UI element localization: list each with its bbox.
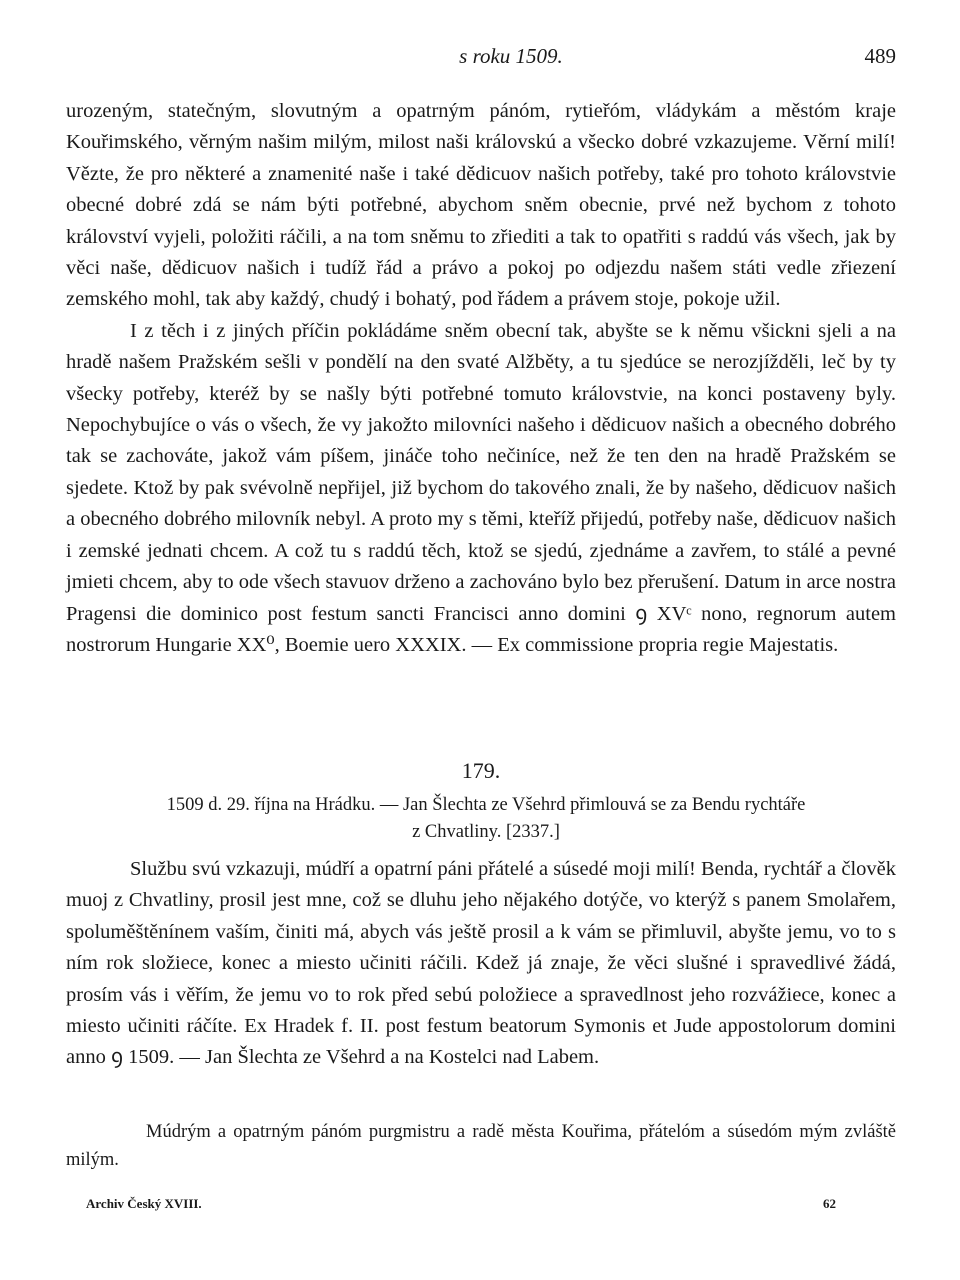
document-regest [86, 792, 886, 846]
letter-2-paragraph: Službu svú vzkazuji, múdří a opatrní páni přátelé a súsedé moji milí! Benda, rychtář a člověk muoj z Chvatliny, prosil jest mne, což se dluhu jeho nějakého dotýče, vo kterýž s panem Smolařem, spoluměštěnínem vaším, činiti má, abych vás ještě prosil a k vám se přimluvil, abyšte jemu, vo to s ním rok složiece, konec a miesto učiniti ráčili. Kdež já znaje, že věci slušné i spravedlivé žádá, prosím vás i věřím, že jemu vo to rok před sebú položiece a spravedlnost jeho rozvážiece, konec a miesto učiniti ráčíte. Ex Hradek f. II. post festum beatorum Symonis et Jude appostolorum domini anno ꝯ 1509. — Jan Šlechta ze Všehrd a na Kostelci nad Labem. [66, 858, 896, 1069]
regest-line-2: z Chvatliny. [2337.] [412, 822, 560, 842]
letter-1-paragraph-2: I z těch i z jiných příčin pokládáme sněm obecní tak, abyšte se k němu všickni sjeli a na hradě našem Pražském sešli v pondělí na den svaté Alžběty, a tu sjedúce se nerozjížděli, leč by ty všecky potřeby, kteréž by se našly býti potřebné tomuto královstvie, na konci postaveny byly. Nepochybujíce o vás o všech, že vy jakožto milovníci našeho i dědicuov našich a obecného dobrého tak se zachováte, jakož vám píšem, jináče toho nečiníce, než že ten den na hradě Pražském se sjedete. Ktož by pak svévolně nepřijel, již bychom do takového znali, že by našeho, dědicuov našich a obecného dobrého milovník nebyl. A proto my s těmi, kteříž přijedú, potřeby naše, dědicuov našich i zemské jednati chcem. A což tu s raddú těch, ktož se sjedú, zjednáme a zavřem, to stálé a pevné jmieti chcem, aby to ode všech stavuov drženo a zachováno bylo bez přerušení. Datum in arce nostra Pragensi die dominico post festum sancti Francisci anno domini ꝯ XVᶜ nono, regnorum autem nostrorum Hungarie XX⁰, Boemie uero XXXIX. — Ex commissione propria regie Majestatis. [66, 319, 896, 656]
running-head-title: s roku 1509. [459, 44, 563, 68]
letter-2-address: Múdrým a opatrným pánóm purgmistru a radě města Kouřima, přátelóm a súsedóm mým zvláště milým. [66, 1122, 896, 1170]
letter-1-paragraph-1: urozeným, statečným, slovutným a opatrným pánóm, rytieřóm, vládykám a městóm kraje Kouřimského, věrným našim milým, milost naši královskú a všecko dobré vzkazujeme. Věrní milí! Vězte, že pro některé a znamenité naše i také dědicuov našich potřeby, také pro tohoto královstvie obecné dobré zdá se nám býti potřebné, abychom sněm obecnie, prvé než bychom z tohoto království vyjeli, položiti ráčili, a na tom sněmu to zřiediti a tak to opatřiti s raddú vás všech, jak by věci naše, dědicuov našich i tudíž řád a právo a pokoj po odjezdu našem státi vedle zřiezení zemského mohl, tak aby každý, chudý i bohatý, pod řádem a právem stoje, pokoje užil. [66, 100, 896, 311]
footer-signature: Archiv Český XVIII. [86, 1196, 202, 1211]
letter-1-text [66, 96, 896, 661]
letter-2-text [66, 854, 896, 1074]
running-head [66, 44, 896, 74]
regest-line-1: 1509 d. 29. října na Hrádku. — Jan Šlechta ze Všehrd přimlouvá se za Bendu rychtáře [166, 795, 806, 815]
document-number: 179. [461, 758, 501, 783]
page-number: 489 [864, 44, 896, 68]
footer-sheet-number: 62 [823, 1196, 836, 1211]
